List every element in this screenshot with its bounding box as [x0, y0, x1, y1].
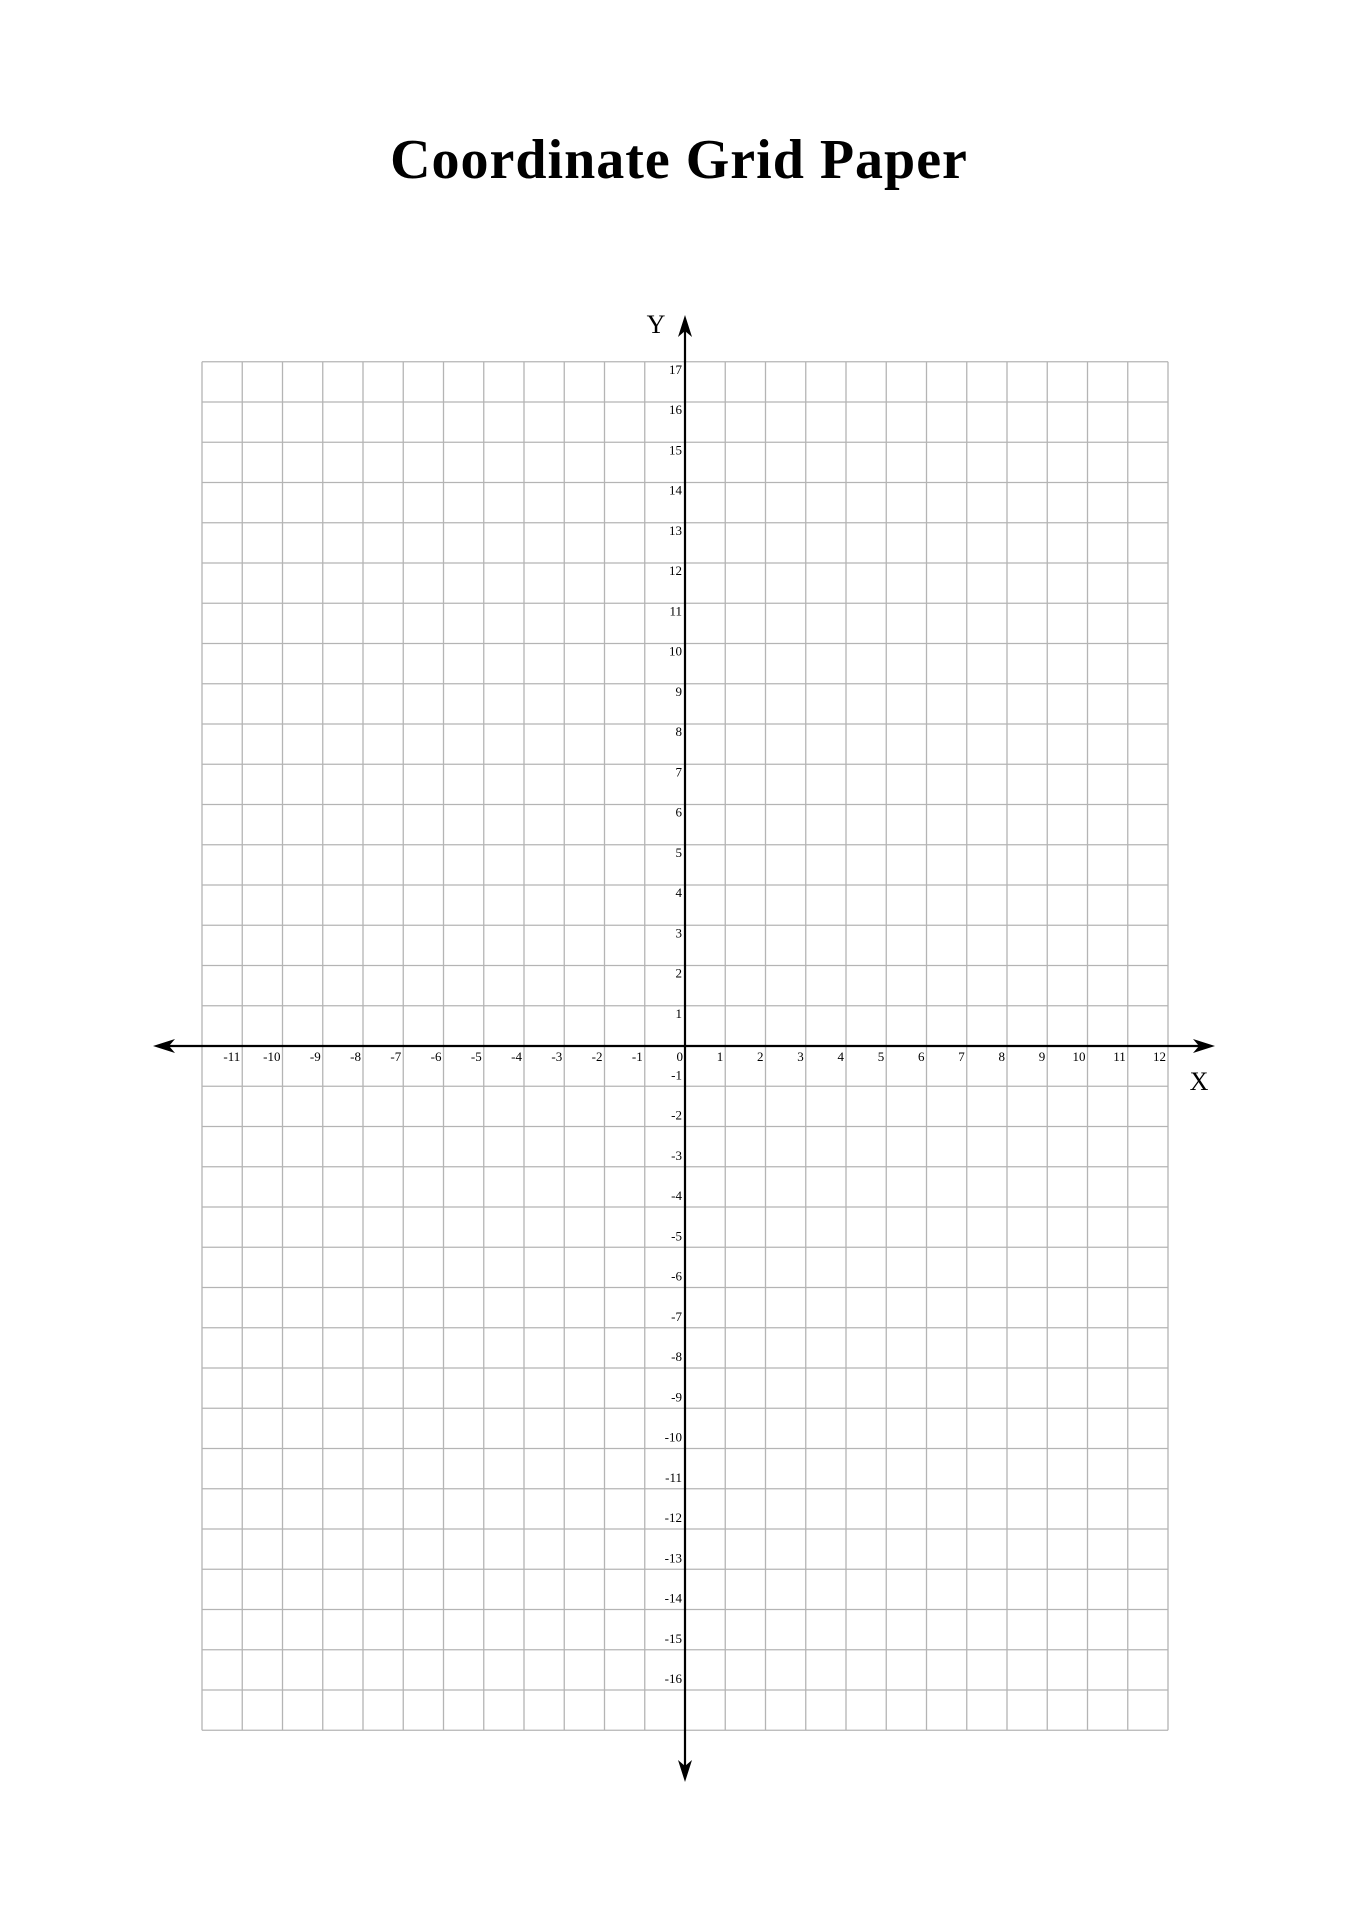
x-tick-label: 7 [958, 1049, 965, 1064]
x-tick-label: 5 [877, 1049, 885, 1064]
y-tick-label: 15 [669, 442, 682, 458]
x-tick-label: 4 [837, 1049, 844, 1064]
x-tick-label: 6 [918, 1049, 925, 1064]
x-tick-label: 1 [716, 1049, 724, 1064]
y-tick-label: 4 [675, 885, 682, 900]
x-tick-label: 9 [1038, 1049, 1046, 1064]
x-tick-label: -4 [511, 1049, 522, 1064]
y-tick-label: 5 [675, 844, 682, 860]
y-tick-labels [665, 362, 683, 1686]
y-tick-label: -6 [671, 1268, 682, 1284]
x-tick-label: 0 [676, 1049, 683, 1064]
x-tick-label: 2 [757, 1049, 764, 1064]
y-tick-label: 9 [675, 683, 682, 699]
x-tick-label: -5 [470, 1049, 482, 1064]
x-tick-label: -1 [631, 1049, 643, 1064]
x-tick-label: -11 [223, 1049, 241, 1064]
y-tick-label: -7 [671, 1308, 682, 1324]
x-tick-label: -8 [350, 1049, 361, 1064]
y-tick-label: 3 [675, 925, 682, 941]
x-tick-label: -7 [390, 1049, 402, 1064]
y-tick-label: 7 [675, 764, 682, 780]
y-tick-label: 1 [675, 1005, 682, 1021]
x-tick-label: 10 [1072, 1049, 1086, 1064]
y-tick-label: 16 [669, 402, 682, 417]
x-tick-label: -6 [430, 1049, 442, 1064]
y-tick-label: -1 [671, 1067, 682, 1083]
x-tick-label: 12 [1153, 1049, 1166, 1064]
x-tick-label: 11 [1113, 1049, 1126, 1064]
x-tick-label: 3 [797, 1049, 804, 1064]
y-tick-label: -16 [664, 1671, 682, 1686]
x-tick-labels [223, 1049, 1166, 1064]
y-tick-label: -12 [664, 1510, 682, 1525]
y-tick-label: 14 [669, 482, 682, 498]
y-tick-label: 13 [669, 522, 682, 538]
x-tick-label: -10 [263, 1049, 281, 1064]
y-tick-label: 12 [669, 563, 682, 578]
x-tick-label: -2 [591, 1049, 603, 1064]
y-tick-label: 6 [675, 804, 682, 820]
y-tick-label: -8 [671, 1349, 682, 1364]
y-tick-label: 8 [675, 724, 682, 739]
x-tick-label: 8 [998, 1049, 1005, 1064]
y-tick-label: -5 [671, 1228, 682, 1244]
y-tick-label: -9 [671, 1389, 682, 1405]
x-tick-label: -9 [309, 1049, 321, 1064]
y-tick-label: 10 [669, 643, 682, 659]
y-tick-label: 2 [675, 965, 682, 981]
y-tick-label: -14 [664, 1590, 682, 1606]
page-title: Coordinate Grid Paper [390, 129, 968, 191]
y-tick-label: -2 [671, 1107, 682, 1123]
y-tick-label: -10 [664, 1429, 682, 1445]
y-tick-label: -15 [664, 1630, 682, 1646]
x-tick-label: -3 [551, 1049, 563, 1064]
y-tick-label: -11 [665, 1469, 682, 1485]
y-axis-label: Y [646, 310, 666, 339]
y-tick-label: 17 [669, 361, 682, 377]
y-tick-label: -3 [671, 1147, 682, 1163]
y-tick-label: 11 [669, 603, 682, 619]
x-axis-label: X [1189, 1067, 1209, 1096]
y-tick-label: -4 [671, 1188, 682, 1203]
y-tick-label: -13 [664, 1550, 682, 1566]
